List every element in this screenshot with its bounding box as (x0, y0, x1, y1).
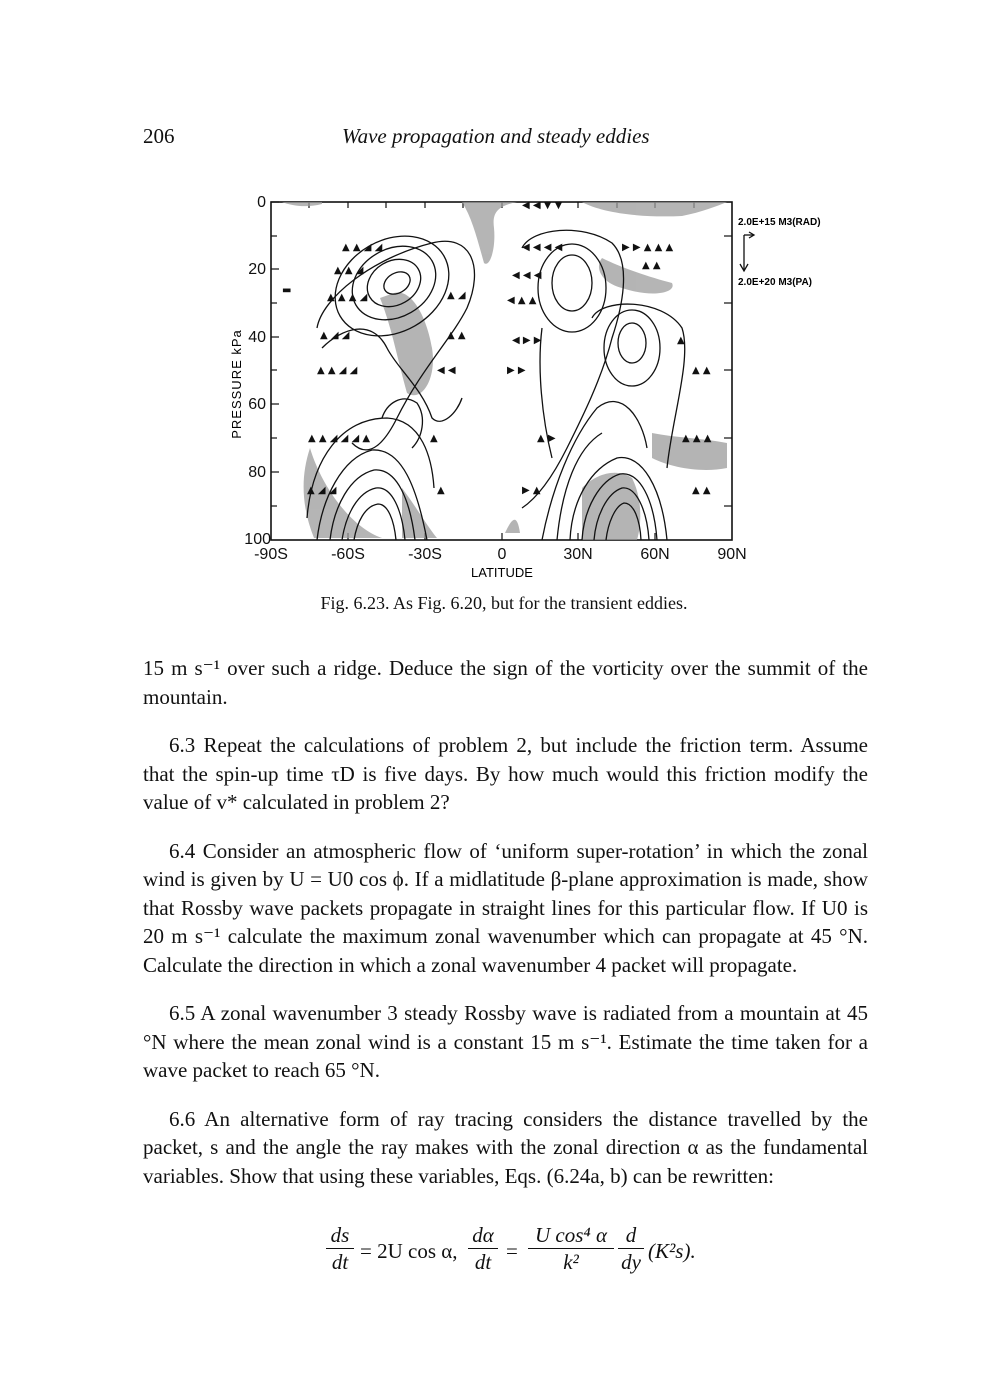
eq-tail: (K²s). (648, 1239, 696, 1263)
x-tick-label: -60S (331, 546, 365, 563)
svg-text:◀ ▶ ▶: ◀ ▶ ▶ (512, 335, 542, 346)
svg-text:▲ ▲: ▲ ▲ (692, 485, 711, 496)
problem-6-4: 6.4 Consider an atmospheric flow of ‘uniform super-rotation’ in which the zonal wind is given by U = U0 cos ϕ. If a midlatitude β-plane approximation is made, show that Rossby wave packets propagate in straight lines for this particular flow. If U0 is 20 m s⁻¹ calculate the maximum zonal wavenumber which can propagate at 45 °N. Calculate the direction in which a zonal wavenumber 4 packet will propagate. (143, 838, 868, 977)
x-tick-label: 90N (717, 546, 747, 563)
svg-text:▲ ▲: ▲ ▲ (642, 260, 661, 271)
svg-text:▲ ▲ ◢: ▲ ▲ ◢ (334, 265, 364, 276)
x-tick-label: -30S (408, 546, 442, 563)
svg-text:▲ ◢: ▲ ◢ (447, 290, 466, 301)
x-tick-label: 30N (563, 546, 593, 563)
x-tick-label: -90S (254, 546, 288, 563)
y-tick-label: 0 (257, 194, 266, 211)
problem-6-6: 6.6 An alternative form of ray tracing considers the distance travelled by the packet, s and the angle the ray makes with the zonal direction α as the fundamental variables. Show that using these variables, Eqs. (6.24a, b) can be rewritten: (143, 1106, 868, 1188)
paragraph: 15 m s⁻¹ over such a ridge. Deduce the sign of the vorticity over the summit of the mountain. (143, 656, 868, 709)
eq-fraction-dalpha-dt: $\frac{d\alpha}{dt}$ (468, 1222, 498, 1275)
contour-plot (222, 188, 842, 588)
svg-text:▲: ▲ (430, 433, 438, 444)
svg-text:▲ ▲: ▲ ▲ (692, 365, 711, 376)
page-number: 206 (143, 124, 175, 148)
svg-text:◀ ◀ ◀: ◀ ◀ ◀ (512, 270, 542, 281)
equation (0, 1222, 1008, 1292)
svg-text:▲ ◢ ◢: ▲ ◢ ◢ (320, 330, 350, 341)
eq-fraction-ucos-k: $\frac{\text{U cos⁴ α}}{\text{k²}}$ (528, 1222, 614, 1275)
eq-fraction-d-dy: $\frac{d}{dy}$ (618, 1222, 644, 1275)
x-tick-label: 0 (497, 546, 507, 563)
flux-vectors (282, 200, 712, 496)
problem-6-3: 6.3 Repeat the calculations of problem 2, but include the friction term. Assume that the spin-up time τD is five days. By how much would this friction modify the value of v* calculated in problem 2? (143, 733, 868, 814)
legend-bottom-label: 2.0E+20 M3(PA) (738, 277, 813, 288)
svg-text:▶ ▶ ▲ ▲ ▲: ▶ ▶ ▲ ▲ ▲ (622, 242, 674, 253)
body-text (143, 654, 868, 1210)
running-header (143, 124, 867, 154)
svg-text:▲ ▲ ◢ ◢: ▲ ▲ ◢ ◢ (317, 365, 358, 376)
svg-text:▶ ▶: ▶ ▶ (507, 365, 526, 376)
y-tick-label: 80 (248, 464, 266, 481)
svg-text:◀ ◀ ▼ ▼: ◀ ◀ ▼ ▼ (522, 200, 563, 211)
y-tick-label: 20 (248, 261, 266, 278)
legend-arrow-icon (740, 232, 754, 271)
eq-fraction-ds-dt: $\frac{ds}{dt}$ (326, 1222, 354, 1275)
svg-text:▶ ▲: ▶ ▲ (522, 485, 541, 496)
svg-text:▲ ▲ ▲: ▲ ▲ ▲ (682, 433, 712, 444)
eq-equals: = (506, 1239, 518, 1263)
x-axis-label: LATITUDE (471, 565, 533, 580)
svg-text:▲: ▲ (677, 335, 685, 346)
svg-text:▲ ▶: ▲ ▶ (537, 433, 556, 444)
svg-text:▲ ▲ ▲ ◢: ▲ ▲ ▲ ◢ (327, 292, 368, 303)
svg-text:▲: ▲ (437, 485, 445, 496)
svg-text:◀ ◀: ◀ ◀ (437, 365, 456, 376)
y-tick-label: 100 (244, 531, 271, 548)
svg-text:◀ ◀ ◀ ◀: ◀ ◀ ◀ ◀ (522, 242, 563, 253)
problem-6-5: 6.5 A zonal wavenumber 3 steady Rossby wave is radiated from a mountain at 45 °N where the mean zonal wind is a constant 15 m s⁻¹. Estimate the time taken for a wave packet to reach 65 °N. (143, 1001, 868, 1082)
running-title: Wave propagation and steady eddies (342, 124, 650, 148)
figure-6-23 (222, 188, 842, 588)
svg-text:▲ ▲: ▲ ▲ (447, 330, 466, 341)
y-axis-label: PRESSURE kPa (229, 329, 244, 439)
svg-text:◀ ▲ ▲: ◀ ▲ ▲ (507, 295, 537, 306)
svg-text:▬: ▬ (282, 285, 292, 296)
eq-middle: = 2U cos α, (360, 1239, 458, 1263)
y-tick-label: 60 (248, 396, 266, 413)
x-tick-label: 60N (640, 546, 670, 563)
figure-caption: Fig. 6.23. As Fig. 6.20, but for the transient eddies. (320, 593, 688, 613)
y-tick-label: 40 (248, 329, 266, 346)
svg-text:▲ ▲ ◢ ◢: ▲ ▲ ◢ ◢ (342, 242, 383, 253)
svg-text:▲ ▲ ◢ ◢ ◢ ▲: ▲ ▲ ◢ ◢ ◢ ▲ (308, 433, 371, 444)
legend-top-label: 2.0E+15 M3(RAD) (738, 217, 821, 228)
svg-text:▲ ◢ ◢: ▲ ◢ ◢ (307, 485, 337, 496)
